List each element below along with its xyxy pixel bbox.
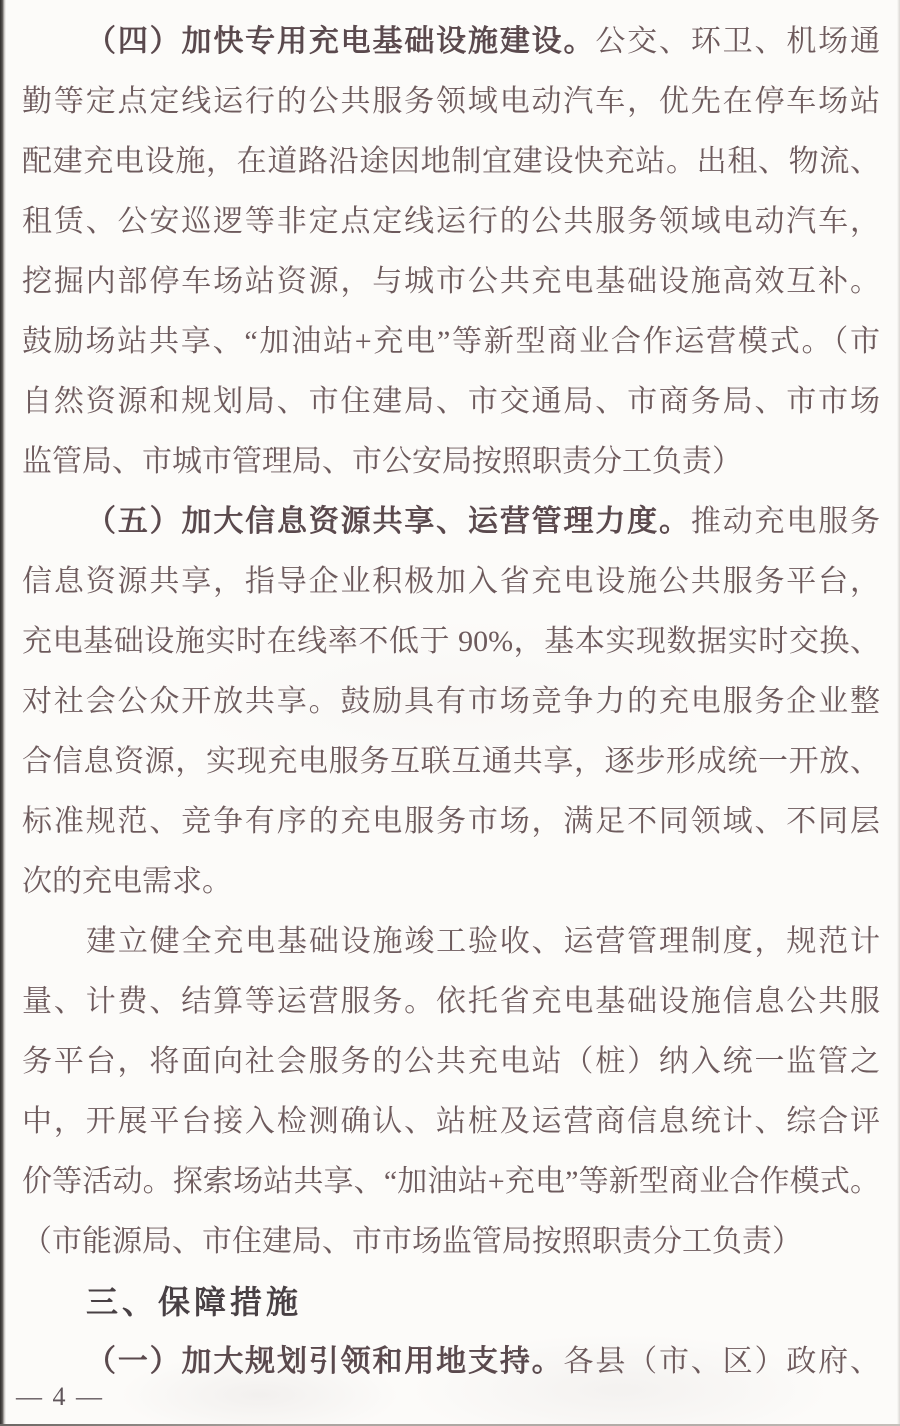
text-line xyxy=(22,912,880,972)
text-line xyxy=(22,312,880,372)
text-line xyxy=(22,252,880,312)
text-line xyxy=(22,1212,880,1272)
text-line xyxy=(22,192,880,252)
text-line xyxy=(22,492,880,552)
body-text-segment: 充电基础设施实时在线率不低于 90%，基本实现数据实时交换、 xyxy=(22,625,880,658)
body-text-segment: 勤等定点定线运行的公共服务领域电动汽车，优先在停车场站 xyxy=(22,85,880,118)
body-text-segment: 价等活动。探索场站共享、“加油站+充电”等新型商业合作模式。 xyxy=(22,1165,880,1198)
body-text-segment: 自然资源和规划局、市住建局、市交通局、市商务局、市市场 xyxy=(22,385,880,418)
body-text-segment: 信息资源共享，指导企业积极加入省充电设施公共服务平台， xyxy=(22,565,880,598)
text-line xyxy=(22,132,880,192)
body-text-segment: 挖掘内部停车场站资源，与城市公共充电基础设施高效互补。 xyxy=(22,265,880,298)
text-line xyxy=(22,12,880,72)
body-text-segment: 推动充电服务 xyxy=(690,505,881,538)
body-text-segment: 鼓励场站共享、“加油站+充电”等新型商业合作运营模式。（市 xyxy=(22,325,880,358)
body-text-segment: 合信息资源，实现充电服务互联互通共享，逐步形成统一开放、 xyxy=(22,745,880,778)
document-body xyxy=(22,12,880,1392)
body-text-segment: 务平台，将面向社会服务的公共充电站（桩）纳入统一监管之 xyxy=(22,1045,880,1078)
body-text-segment: 各县（市、区）政府、 xyxy=(563,1345,880,1378)
body-text-segment: 次的充电需求。 xyxy=(22,865,232,898)
page-number: — 4 — xyxy=(16,1382,104,1411)
text-line xyxy=(22,72,880,132)
subsection-heading-text: （五）加大信息资源共享、运营管理力度。 xyxy=(86,505,691,538)
text-line xyxy=(22,1092,880,1152)
text-line xyxy=(22,1332,880,1392)
text-line xyxy=(22,972,880,1032)
subsection-heading-text: （一）加大规划引领和用地支持。 xyxy=(86,1345,564,1378)
body-text-segment: 中，开展平台接入检测确认、站桩及运营商信息统计、综合评 xyxy=(22,1105,880,1138)
text-line xyxy=(22,612,880,672)
body-text-segment: 租赁、公安巡逻等非定点定线运行的公共服务领域电动汽车， xyxy=(22,205,880,238)
body-text-segment: 配建充电设施，在道路沿途因地制宜建设快充站。出租、物流、 xyxy=(22,145,880,178)
text-line xyxy=(22,432,880,492)
body-text-segment: 标准规范、竞争有序的充电服务市场，满足不同领域、不同层 xyxy=(22,805,880,838)
body-text-segment: 建立健全充电基础设施竣工验收、运营管理制度，规范计 xyxy=(86,925,880,958)
body-text-segment: 公交、环卫、机场通 xyxy=(595,25,881,58)
body-text-segment: 监管局、市城市管理局、市公安局按照职责分工负责） xyxy=(22,445,742,478)
body-text-segment: 量、计费、结算等运营服务。依托省充电基础设施信息公共服 xyxy=(22,985,880,1018)
text-line xyxy=(22,792,880,852)
text-line xyxy=(22,1032,880,1092)
text-line xyxy=(22,372,880,432)
text-line xyxy=(22,552,880,612)
scan-left-edge-artifact xyxy=(0,0,6,1426)
text-line xyxy=(22,732,880,792)
text-line xyxy=(22,1272,880,1332)
subsection-heading-text: （四）加快专用充电基础设施建设。 xyxy=(86,25,596,58)
section-heading-text: 三、保障措施 xyxy=(86,1284,303,1320)
text-line xyxy=(22,852,880,912)
body-text-segment: （市能源局、市住建局、市市场监管局按照职责分工负责） xyxy=(22,1225,802,1258)
text-line xyxy=(22,672,880,732)
body-text-segment: 对社会公众开放共享。鼓励具有市场竞争力的充电服务企业整 xyxy=(22,685,880,718)
text-line xyxy=(22,1152,880,1212)
